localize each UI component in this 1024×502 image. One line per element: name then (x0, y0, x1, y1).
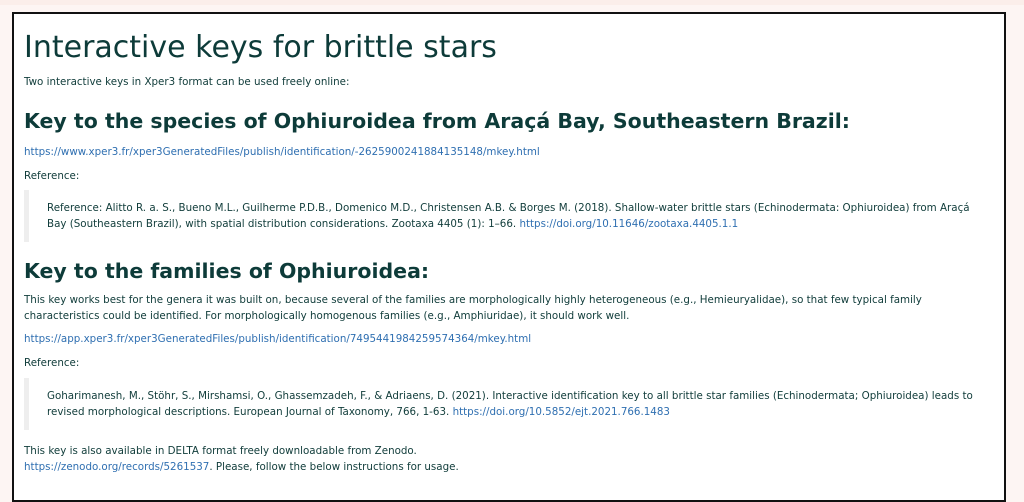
citation-text: Goharimanesh, M., Stöhr, S., Mirshamsi, O., Ghassemzadeh, F., & Adriaens, D. (2021). Interactive identification key to all brittle star families (Echinodermata; Ophiuroidea) leads to revised morphological descriptions. European Journal of Taxonomy, 766, 1-63. (47, 390, 973, 418)
delta-note-text: This key is also available in DELTA format freely downloadable from Zenodo. (24, 445, 417, 457)
content-card (12, 12, 1006, 502)
section-heading-families-key: Key to the families of Ophiuroidea: (24, 259, 430, 283)
intro-text: Two interactive keys in Xper3 format can be used freely online: (24, 76, 350, 88)
page-title: Interactive keys for brittle stars (24, 30, 497, 65)
reference-blockquote (24, 190, 986, 242)
reference-blockquote (24, 378, 986, 430)
families-key-link[interactable]: https://app.xper3.fr/xper3GeneratedFiles/publish/identification/7495441984259574364/mkey.html (24, 333, 532, 345)
doi-link[interactable]: https://doi.org/10.5852/ejt.2021.766.1483 (452, 406, 670, 418)
section-heading-species-key: Key to the species of Ophiuroidea from Araçá Bay, Southeastern Brazil: (24, 109, 850, 133)
zenodo-link[interactable]: https://zenodo.org/records/5261537 (24, 461, 210, 473)
doi-link[interactable]: https://doi.org/10.11646/zootaxa.4405.1.1 (519, 218, 739, 230)
delta-instructions-text: . Please, follow the below instructions for usage. (209, 461, 459, 473)
families-key-description: This key works best for the genera it was built on, because several of the families are morphologically highly heterogeneous (e.g., Hemieuryalidae), so that few typical family characteristics could be identified. For morphologically homogenous families (e.g., Amphiuridae), it should work well. (24, 294, 922, 322)
top-strip (0, 0, 1024, 5)
species-key-link[interactable]: https://www.xper3.fr/xper3GeneratedFiles/publish/identification/-2625900241884135148/mkey.html (24, 146, 540, 158)
reference-label: Reference: (24, 357, 80, 369)
delta-format-note (24, 443, 986, 475)
reference-label: Reference: (24, 170, 80, 182)
citation-text: Reference: Alitto R. a. S., Bueno M.L., Guilherme P.D.B., Domenico M.D., Christensen A.B. & Borges M. (2018). Shallow-water brittle stars (Echinodermata: Ophiuroidea) from Araçá Bay (Southeastern Brazil), with spatial distribution considerations. Zootaxa 4405 (1): 1–66. (47, 202, 970, 230)
